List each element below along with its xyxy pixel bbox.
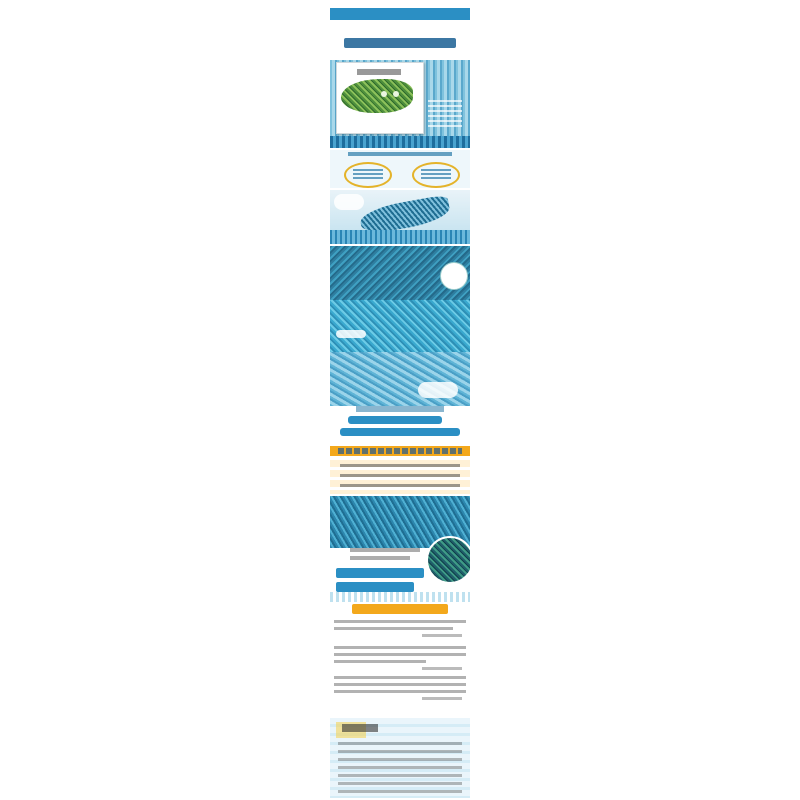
cover-notes (428, 100, 462, 130)
review-block (334, 646, 466, 670)
speech-note (334, 194, 364, 210)
speech-note (418, 382, 458, 398)
intro-section (330, 150, 470, 188)
detail-inset-image (426, 536, 470, 584)
whale-eye-icon (381, 91, 387, 97)
sea-illustration (330, 230, 470, 244)
award-badge (412, 162, 460, 188)
reviews-heading (352, 604, 448, 614)
book-cover (336, 62, 424, 134)
story-title (342, 724, 378, 732)
intro-text (348, 152, 452, 156)
award-badge (344, 162, 392, 188)
wave-decoration (330, 136, 470, 148)
caption-text (356, 406, 444, 412)
whale-illustration (341, 79, 413, 113)
caption-pill (340, 428, 460, 436)
illustration-panel (330, 352, 470, 406)
highlight-pill (336, 568, 424, 578)
speech-note (336, 330, 366, 338)
feature-heading (330, 446, 470, 456)
wave-divider (330, 592, 470, 602)
headline (330, 38, 470, 48)
illustration-panel (330, 300, 470, 354)
feature-heading-row (330, 442, 470, 460)
product-detail-strip (330, 8, 470, 798)
note-text (350, 548, 420, 552)
whale-eye-icon (393, 91, 399, 97)
highlight-pill (336, 582, 414, 592)
speech-bubble (440, 262, 468, 290)
story-section (330, 718, 470, 798)
book-title (357, 69, 401, 75)
cover-section (330, 60, 470, 148)
caption-pill (348, 416, 442, 424)
feature-body (330, 460, 470, 494)
headline-text (344, 38, 456, 48)
top-bar (330, 8, 470, 20)
illustration-panel (330, 246, 470, 300)
review-block (334, 620, 466, 637)
illustration-panel (330, 190, 470, 244)
note-text (350, 556, 410, 560)
review-block (334, 676, 466, 700)
